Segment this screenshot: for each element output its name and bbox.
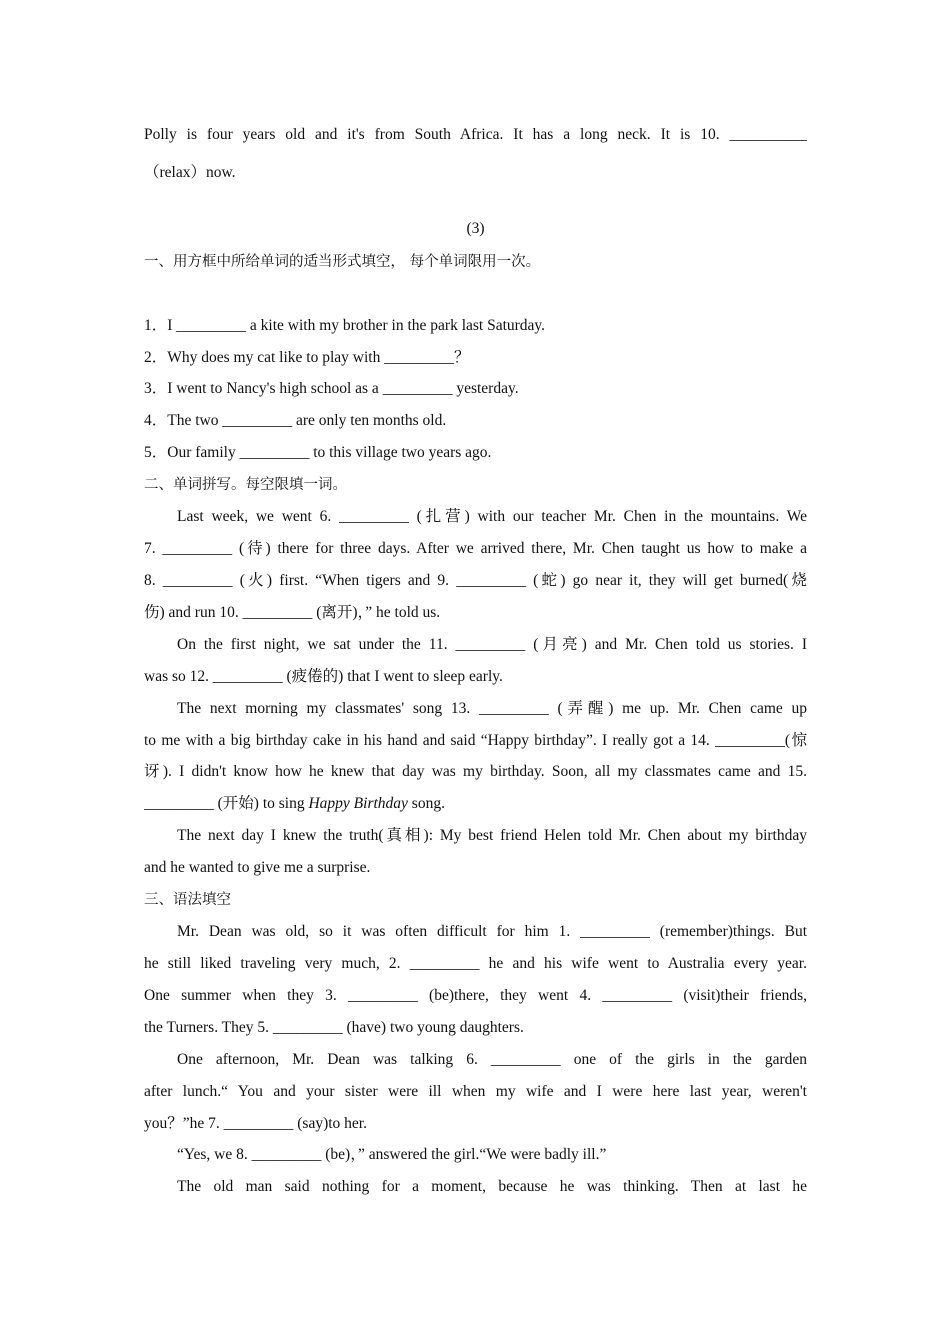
exercise-item: 3．I went to Nancy's high school as a _________ yesterday. <box>144 380 519 397</box>
part1-heading: 一、用方框中所给单词的适当形式填空， 每个单词限用一次。 <box>144 254 541 270</box>
passage-line: The next morning my classmates' song 13. _________ (弄醒) me up. Mr. Chen came up <box>177 700 807 717</box>
exercise-item: 2．Why does my cat like to play with _________？ <box>144 349 470 366</box>
passage-line: The next day I knew the truth(真相): My best friend Helen told Mr. Chen about my birthday <box>177 827 807 844</box>
exercise-item: 5．Our family _________ to this village two years ago. <box>144 444 492 461</box>
passage-line: to me with a big birthday cake in his hand and said “Happy birthday”. I really got a 14. _________(惊 <box>144 732 807 749</box>
passage-line: The old man said nothing for a moment, because he was thinking. Then at last he <box>177 1178 807 1195</box>
section-number: (3) <box>466 220 485 237</box>
passage-text: _________ (开始) to sing <box>144 795 305 812</box>
passage-line: and he wanted to give me a surprise. <box>144 859 371 876</box>
passage-line: （relax）now. <box>144 164 236 181</box>
passage-line: 8. _________ (火) first. “When tigers and 9. _________ (蛇) go near it, they will get burned(烧 <box>144 572 807 589</box>
passage-line: 伤) and run 10. _________ (离开)，” he told us. <box>144 604 441 621</box>
passage-line: after lunch.“ You and your sister were ill when my wife and I were here last year, weren't <box>144 1083 807 1100</box>
passage-line: 7. _________ (待) there for three days. After we arrived there, Mr. Chen taught us how to make a <box>144 540 807 557</box>
exercise-item: 4．The two _________ are only ten months old. <box>144 412 447 429</box>
passage-line: you？”he 7. _________ (say)to her. <box>144 1115 367 1132</box>
exercise-item: 1．I _________ a kite with my brother in the park last Saturday. <box>144 317 546 334</box>
part3-heading: 三、语法填空 <box>144 892 231 908</box>
passage-line: Mr. Dean was old, so it was often difficult for him 1. _________ (remember)things. But <box>177 923 807 940</box>
passage-line: was so 12. _________ (疲倦的) that I went to sleep early. <box>144 668 503 685</box>
passage-text: song. <box>411 795 445 812</box>
passage-line: One afternoon, Mr. Dean was talking 6. _________ one of the girls in the garden <box>177 1051 807 1068</box>
passage-line: Last week, we went 6. _________ (扎营) with our teacher Mr. Chen in the mountains. We <box>177 508 807 525</box>
passage-line: he still liked traveling very much, 2. _________ he and his wife went to Australia every year. <box>144 955 807 972</box>
part2-heading: 二、单词拼写。每空限填一词。 <box>144 477 347 493</box>
passage-line: Polly is four years old and it's from South Africa. It has a long neck. It is 10. __________ <box>144 126 807 143</box>
song-title: Happy Birthday <box>308 795 408 812</box>
passage-line: One summer when they 3. _________ (be)there, they went 4. _________ (visit)their friends, <box>144 987 807 1004</box>
passage-line: On the first night, we sat under the 11. _________ (月亮) and Mr. Chen told us stories. I <box>177 636 807 653</box>
passage-line <box>144 793 807 815</box>
passage-line: 讶). I didn't know how he knew that day was my birthday. Soon, all my classmates came and 15. <box>144 763 807 780</box>
passage-line: “Yes, we 8. _________ (be)，” answered the girl.“We were badly ill.” <box>177 1146 607 1163</box>
passage-line: the Turners. They 5. _________ (have) two young daughters. <box>144 1019 524 1036</box>
